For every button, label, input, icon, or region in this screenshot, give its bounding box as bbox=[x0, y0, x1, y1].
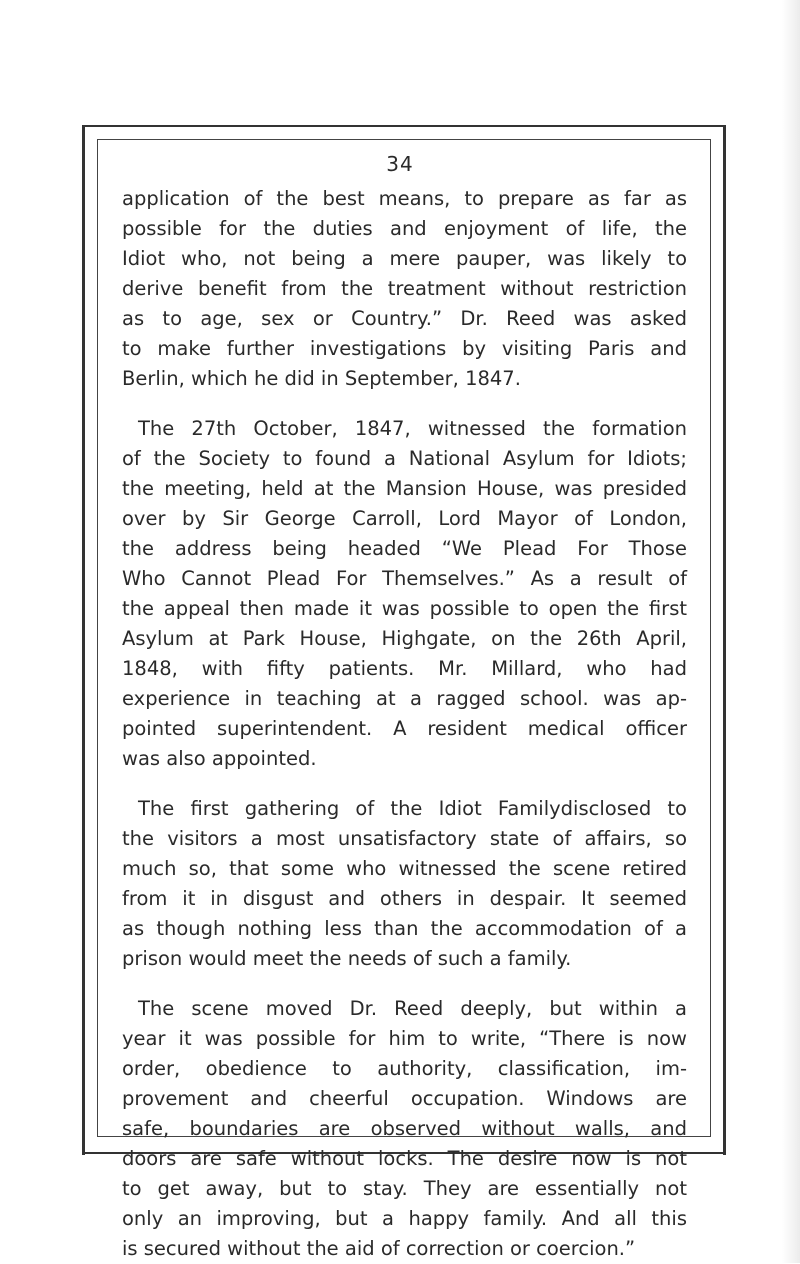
frame-inner-right-rule bbox=[710, 139, 711, 1136]
text-line: of the Society to found a National Asylum for Idiots; bbox=[122, 447, 687, 470]
text-line: The 27th October, 1847, witnessed the formation bbox=[138, 417, 687, 440]
text-line: as though nothing less than the accommodation of a bbox=[122, 917, 687, 940]
body-text bbox=[122, 184, 687, 1264]
text-line: Berlin, which he did in September, 1847. bbox=[122, 367, 521, 390]
text-line: experience in teaching at a ragged school. was ap- bbox=[122, 687, 687, 710]
text-line: application of the best means, to prepare as far as bbox=[122, 187, 687, 210]
text-line: the meeting, held at the Mansion House, was presided bbox=[122, 477, 687, 500]
text-line: order, obedience to authority, classification, im- bbox=[122, 1057, 687, 1080]
text-line: from it in disgust and others in despair. It seemed bbox=[122, 887, 687, 910]
text-line: 1848, with fifty patients. Mr. Millard, who had bbox=[122, 657, 687, 680]
text-line: to get away, but to stay. They are essentially not bbox=[122, 1177, 687, 1200]
text-line: was also appointed. bbox=[122, 747, 317, 770]
text-line: prison would meet the needs of such a family. bbox=[122, 947, 572, 970]
text-line: Who Cannot Plead For Themselves.” As a result of bbox=[122, 567, 687, 590]
text-line: is secured without the aid of correction or coercion.” bbox=[122, 1237, 636, 1260]
text-line: as to age, sex or Country.” Dr. Reed was asked bbox=[122, 307, 687, 330]
text-line: the appeal then made it was possible to open the first bbox=[122, 597, 687, 620]
text-line: The scene moved Dr. Reed deeply, but within a bbox=[138, 997, 687, 1020]
text-line: only an improving, but a happy family. And all this bbox=[122, 1207, 687, 1230]
text-line: provement and cheerful occupation. Windows are bbox=[122, 1087, 687, 1110]
text-line: safe, boundaries are observed without walls, and bbox=[122, 1117, 687, 1140]
text-line: the address being headed “We Plead For Those bbox=[122, 537, 687, 560]
text-line: doors are safe without locks. The desire now is not bbox=[122, 1147, 687, 1170]
text-line: derive benefit from the treatment without restriction bbox=[122, 277, 687, 300]
text-line: over by Sir George Carroll, Lord Mayor of London, bbox=[122, 507, 687, 530]
text-line: pointed superintendent. A resident medical officer bbox=[122, 717, 687, 740]
paragraph-4 bbox=[122, 994, 687, 1264]
page-number: 34 bbox=[386, 152, 414, 176]
text-line: to make further investigations by visiting Paris and bbox=[122, 337, 687, 360]
text-line: much so, that some who witnessed the scene retired bbox=[122, 857, 687, 880]
paragraph-1 bbox=[122, 184, 687, 394]
text-line: The first gathering of the Idiot Familydisclosed to bbox=[138, 797, 687, 820]
frame-inner-left-rule bbox=[97, 139, 98, 1136]
paragraph-3 bbox=[122, 794, 687, 974]
text-line: the visitors a most unsatisfactory state of affairs, so bbox=[122, 827, 687, 850]
text-line: Asylum at Park House, Highgate, on the 26th April, bbox=[122, 627, 687, 650]
text-line: year it was possible for him to write, “There is now bbox=[122, 1027, 687, 1050]
page-edge-shadow bbox=[782, 0, 800, 1263]
text-line: possible for the duties and enjoyment of life, the bbox=[122, 217, 687, 240]
text-line: Idiot who, not being a mere pauper, was likely to bbox=[122, 247, 687, 270]
paragraph-2 bbox=[122, 414, 687, 774]
